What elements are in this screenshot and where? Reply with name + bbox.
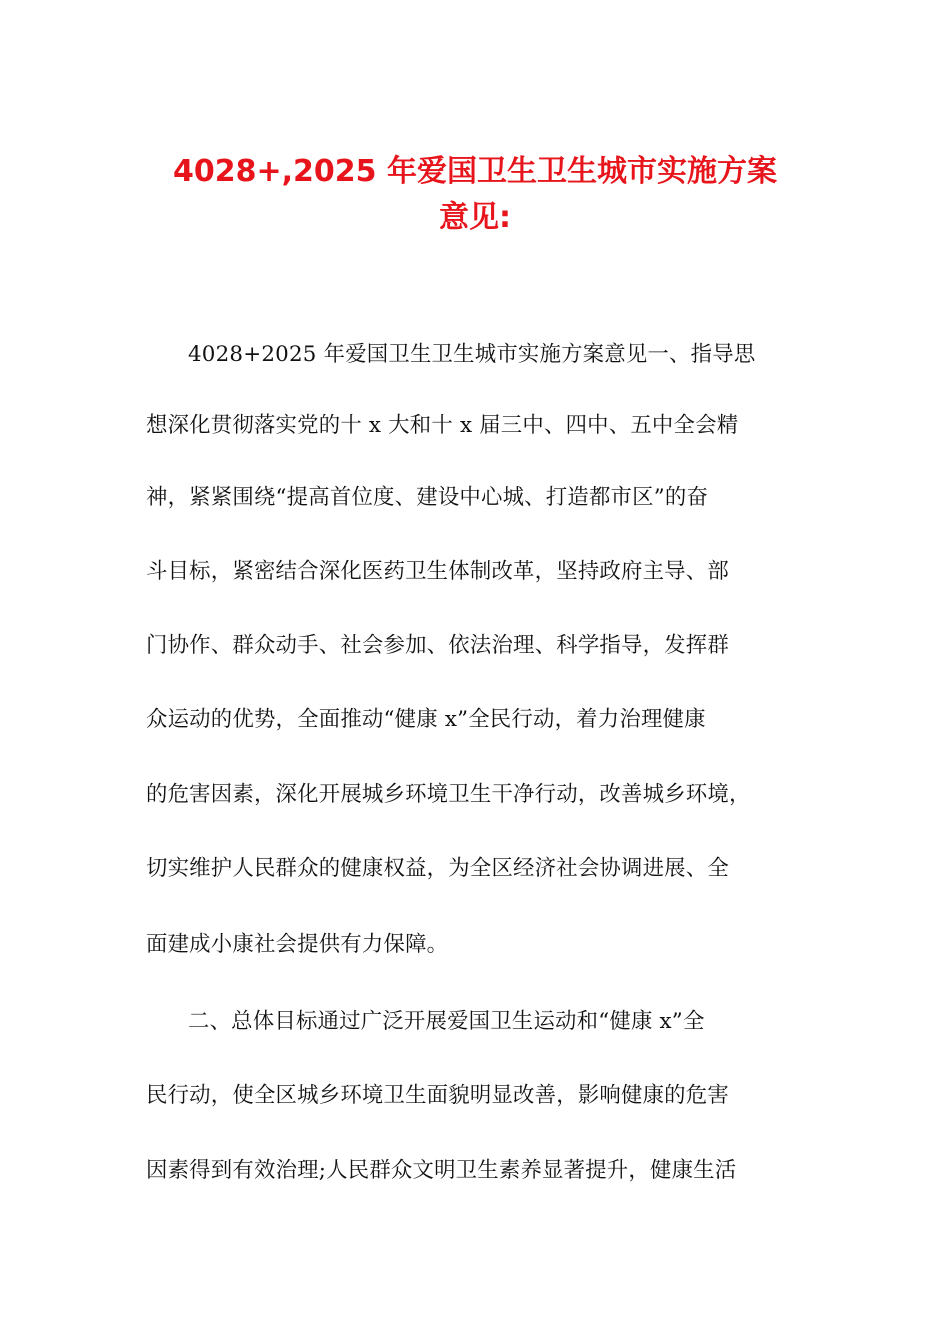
body-text-line: 4028+2025 年爱国卫生卫生城市实施方案意见一、指导思	[188, 342, 756, 367]
body-text-line: 想深化贯彻落实党的十 x 大和十 x 届三中、四中、五中全会精	[146, 413, 739, 438]
body-text-line: 因素得到有效治理;人民群众文明卫生素养显著提升，健康生活	[146, 1158, 737, 1183]
body-text-line: 斗目标，紧密结合深化医药卫生体制改革，坚持政府主导、部	[146, 559, 729, 584]
body-text-line: 面建成小康社会提供有力保障。	[146, 932, 449, 957]
body-text-line: 神，紧紧围绕“提高首位度、建设中心城、打造都市区”的奋	[146, 485, 709, 510]
body-text-line: 切实维护人民群众的健康权益，为全区经济社会协调进展、全	[146, 856, 729, 881]
body-text-line: 众运动的优势，全面推动“健康 x”全民行动，着力治理健康	[146, 707, 706, 732]
body-text-line: 民行动，使全区城乡环境卫生面貌明显改善，影响健康的危害	[146, 1083, 729, 1108]
document-title-line-2: 意见:	[439, 200, 511, 235]
body-text-line: 的危害因素，深化开展城乡环境卫生干净行动，改善城乡环境，	[146, 782, 751, 807]
body-text-line: 门协作、群众动手、社会参加、依法治理、科学指导，发挥群	[146, 633, 729, 658]
document-title-line-1: 4028+,2025 年爱国卫生卫生城市实施方案	[173, 154, 777, 189]
body-text-line: 二、总体目标通过广泛开展爱国卫生运动和“健康 x”全	[188, 1009, 705, 1034]
